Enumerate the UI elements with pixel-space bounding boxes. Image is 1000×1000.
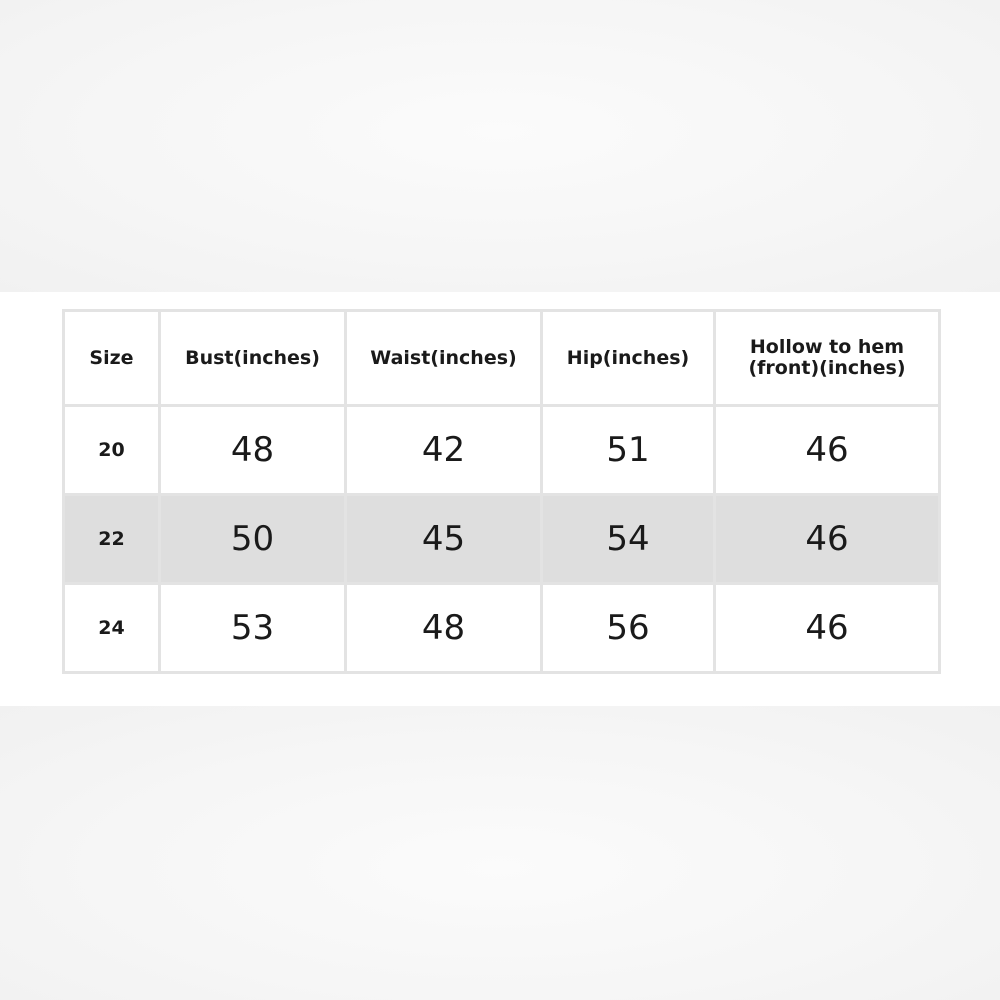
table-row [65,407,938,493]
header-hip: Hip(inches) [543,312,713,404]
cell-hip: 51 [543,407,713,493]
cell-bust: 53 [161,585,344,671]
cell-hollow: 46 [716,585,938,671]
cell-waist: 48 [347,585,540,671]
background-top [0,0,1000,292]
cell-bust: 48 [161,407,344,493]
header-row [65,312,938,404]
cell-size: 24 [65,585,158,671]
table-row [65,496,938,582]
cell-waist: 45 [347,496,540,582]
cell-hollow: 46 [716,496,938,582]
size-chart-table [62,309,941,674]
header-hollow-to-hem [716,312,938,404]
table-row [65,585,938,671]
cell-hip: 56 [543,585,713,671]
background-bottom [0,706,1000,1000]
cell-waist: 42 [347,407,540,493]
cell-hip: 54 [543,496,713,582]
header-bust: Bust(inches) [161,312,344,404]
header-hollow-line1: Hollow to hem [749,336,905,358]
header-size: Size [65,312,158,404]
cell-size: 22 [65,496,158,582]
cell-bust: 50 [161,496,344,582]
header-hollow-line2: (front)(inches) [748,357,906,379]
header-waist: Waist(inches) [347,312,540,404]
cell-hollow: 46 [716,407,938,493]
cell-size: 20 [65,407,158,493]
